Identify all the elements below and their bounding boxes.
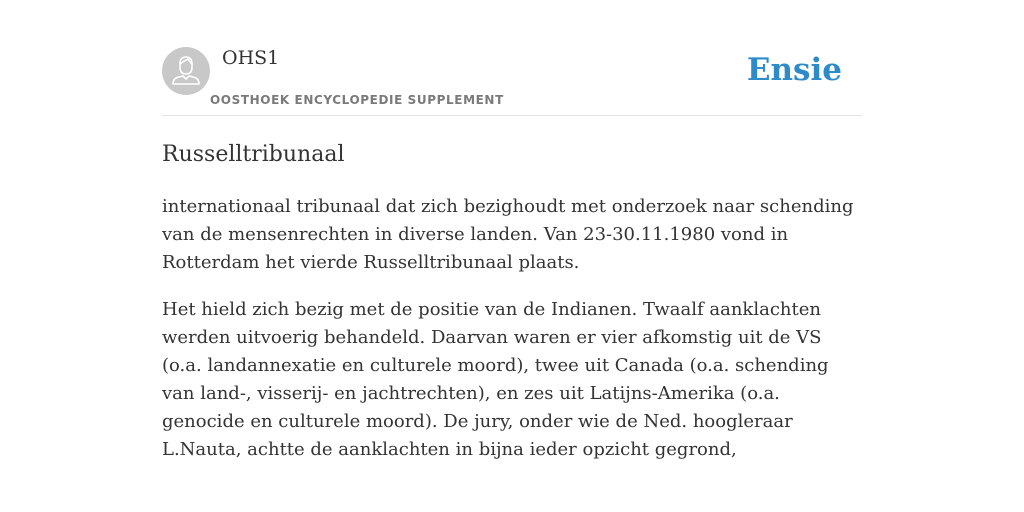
brand-logo[interactable]: Ensie	[746, 52, 842, 88]
header	[162, 45, 862, 116]
author-name[interactable]: OHS1	[222, 47, 280, 69]
article-paragraph-1: internationaal tribunaal dat zich bezighoudt met onderzoek naar schending van de mensenrechten in diverse landen. Van 23-30.11.1980 vond in Rotterdam het vierde Russelltribunaal plaats.	[162, 196, 854, 273]
article-body	[162, 193, 862, 483]
source-label[interactable]: OOSTHOEK ENCYCLOPEDIE SUPPLEMENT	[210, 93, 504, 107]
article-title: Russelltribunaal	[162, 142, 345, 167]
person-icon	[162, 47, 210, 95]
user-avatar-icon[interactable]	[162, 47, 210, 95]
article-paragraph-2: Het hield zich bezig met de positie van de Indianen. Twaalf aanklachten werden uitvoerig behandeld. Daarvan waren er vier afkomstig uit de VS (o.a. landannexatie en culturele moord), twee uit Canada (o.a. schending van land-, visserij- en jachtrechten), en zes uit Latijns-Amerika (o.a. genocide en culturele moord). De jury, onder wie de Ned. hoogleraar L.Nauta, achtte de aanklachten in bijna ieder opzicht gegrond,	[162, 299, 829, 460]
